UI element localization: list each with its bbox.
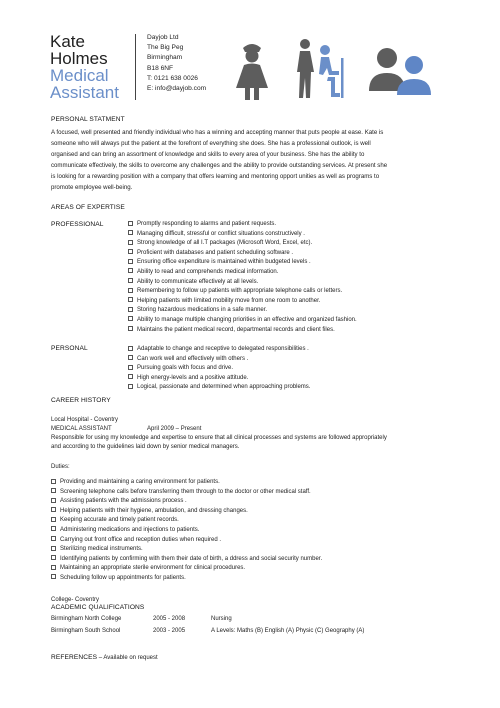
list-item: Remembering to follow up patients with appropriate telephone calls or letters.: [128, 287, 357, 297]
list-item: Helping patients with limited mobility move from one room to another.: [128, 297, 357, 307]
checkbox-icon: [51, 488, 56, 493]
address-line: T: 0121 638 0026: [147, 74, 198, 82]
title-line-2: Assistant: [50, 83, 119, 102]
references-heading: REFERENCES: [51, 654, 98, 661]
checkbox-icon: [128, 268, 133, 273]
checkbox-icon: [128, 365, 133, 370]
list-item: Keeping accurate and timely patient records.: [51, 516, 322, 526]
checkbox-icon: [128, 384, 133, 389]
checkbox-icon: [128, 297, 133, 302]
references-line: [51, 646, 158, 664]
summary-line: Responsible for using my knowledge and expertise to ensure that all clinical processes and systems are followed appropriately: [51, 435, 387, 441]
academic-heading: ACADEMIC QUALIFICATIONS: [51, 604, 145, 611]
employer: Local Hospital - Coventry: [51, 417, 119, 423]
name-last: Holmes: [50, 49, 108, 68]
list-item: Carrying out front office and reception duties when required .: [51, 536, 322, 546]
professional-label: PROFESSIONAL: [51, 221, 104, 228]
checkbox-icon: [128, 259, 133, 264]
list-item: Managing difficult, stressful or conflict situations constructively .: [128, 230, 357, 240]
checkbox-icon: [51, 526, 56, 531]
statement-line: organised and can bring an assortment of knowledge and skills to every area of your business. She has the ability to: [51, 151, 365, 158]
checkbox-icon: [51, 574, 56, 579]
checkbox-icon: [128, 346, 133, 351]
statement-line: is looking for a rewarding position with a company that offers learning and mentoring opport unities as well as programs to: [51, 173, 380, 180]
checkbox-icon: [51, 498, 56, 503]
list-item: Scheduling follow up appointments for patients.: [51, 574, 322, 584]
nurse-icon: [232, 38, 272, 102]
list-item: Identifying patients by confirming with them their date of birth, a ddress and social security number.: [51, 555, 322, 565]
checkbox-icon: [128, 326, 133, 331]
career-heading: CAREER HISTORY: [51, 397, 111, 404]
list-item: Logical, passionate and determined when approaching problems.: [128, 383, 310, 393]
checkbox-icon: [128, 316, 133, 321]
list-item: Sterilizing medical instruments.: [51, 545, 322, 555]
checkbox-icon: [128, 307, 133, 312]
list-item: Administering medications and injections to patients.: [51, 526, 322, 536]
checkbox-icon: [128, 355, 133, 360]
list-item: Ability to communicate effectively at all levels.: [128, 278, 357, 288]
qualification-years: 2003 - 2005: [153, 628, 186, 634]
list-item: High energy-levels and a positive attitude.: [128, 374, 310, 384]
statement-line: A focused, well presented and friendly individual who has a winning and accepting manner that puts people at ease. Kate is: [51, 129, 384, 136]
personal-statement-heading: PERSONAL STATMENT: [51, 116, 125, 123]
checkbox-icon: [128, 240, 133, 245]
personal-label: PERSONAL: [51, 345, 88, 352]
qualification-subject: Nursing: [211, 616, 232, 622]
list-item: Maintains the patient medical record, departmental records and client files.: [128, 326, 357, 336]
statement-line: someone who will always put the patient at the forefront of everything she does. She has a professional outlook, is well: [51, 140, 371, 147]
checkbox-icon: [51, 546, 56, 551]
checkbox-icon: [51, 517, 56, 522]
checkbox-icon: [128, 288, 133, 293]
list-item: Promptly responding to alarms and patient requests.: [128, 220, 357, 230]
list-item: Proficient with databases and patient scheduling software .: [128, 249, 357, 259]
list-item: Ensuring office expenditure is maintained within budgeted levels .: [128, 258, 357, 268]
qualification-years: 2005 - 2008: [153, 616, 186, 622]
list-item: Providing and maintaining a caring environment for patients.: [51, 478, 322, 488]
college-line: College- Coventry: [51, 597, 100, 603]
duties-list: [51, 478, 322, 584]
checkbox-icon: [51, 565, 56, 570]
list-item: Pursuing goals with focus and drive.: [128, 364, 310, 374]
list-item: Assisting patients with the admissions process .: [51, 497, 322, 507]
checkbox-icon: [128, 278, 133, 283]
role: MEDICAL ASSISTANT: [51, 426, 112, 432]
list-item: Adaptable to change and receptive to delegated responsibilities .: [128, 345, 310, 355]
checkbox-icon: [128, 230, 133, 235]
checkbox-icon: [51, 507, 56, 512]
list-item: Can work well and effectively with others .: [128, 355, 310, 365]
duties-label: Duties:: [51, 464, 70, 470]
qualification-school: Birmingham South School: [51, 628, 121, 634]
name-first: Kate: [50, 32, 85, 51]
address-line: Birmingham: [147, 54, 183, 62]
list-item: Helping patients with their hygiene, ambulation, and dressing changes.: [51, 507, 322, 517]
address-line: B18 6NF: [147, 64, 174, 72]
checkbox-icon: [51, 536, 56, 541]
checkbox-icon: [51, 555, 56, 560]
personal-statement: [51, 127, 471, 193]
references-text: – Available on request: [97, 655, 158, 661]
address-block: [147, 33, 206, 94]
qualification-subject: A Levels: Maths (B) English (A) Physic (C) Geography (A): [211, 628, 365, 634]
list-item: Ability to manage multiple changing priorities in an effective and organized fashion.: [128, 316, 357, 326]
checkbox-icon: [128, 221, 133, 226]
checkbox-icon: [51, 479, 56, 484]
name-block: [50, 33, 119, 101]
professional-list: [128, 220, 357, 335]
header-divider: [135, 34, 136, 100]
list-item: Strong knowledge of all I.T packages (Microsoft Word, Excel, etc).: [128, 239, 357, 249]
address-line: Dayjob Ltd: [147, 34, 179, 41]
qualification-school: Birmingham North College: [51, 616, 122, 622]
personal-list: [128, 345, 310, 393]
list-item: Maintaining an appropriate sterile environment for clinical procedures.: [51, 564, 322, 574]
role-summary: [51, 434, 387, 452]
expertise-heading: AREAS OF EXPERTISE: [51, 204, 125, 211]
list-item: Ability to read and comprehends medical information.: [128, 268, 357, 278]
summary-line: and according to the guidelines laid down by senior medical managers.: [51, 444, 240, 450]
address-line: The Big Peg: [147, 44, 184, 52]
address-line: E: info@dayjob.com: [147, 85, 207, 93]
caregiver-patient-icon: [292, 38, 350, 102]
statement-line: communicate effectively, the skills to overcome any challenges and the ability to provide outstanding services. At present she: [51, 162, 388, 169]
checkbox-icon: [128, 249, 133, 254]
checkbox-icon: [128, 374, 133, 379]
list-item: Screening telephone calls before transferring them through to the doctor or other medical staff.: [51, 488, 322, 498]
role-dates: April 2009 – Present: [147, 426, 202, 432]
list-item: Storing hazardous medications in a safe manner.: [128, 306, 357, 316]
users-icon: [365, 45, 435, 101]
title-line-1: Medical: [50, 66, 109, 85]
statement-line: promote employee well-being.: [51, 184, 133, 191]
